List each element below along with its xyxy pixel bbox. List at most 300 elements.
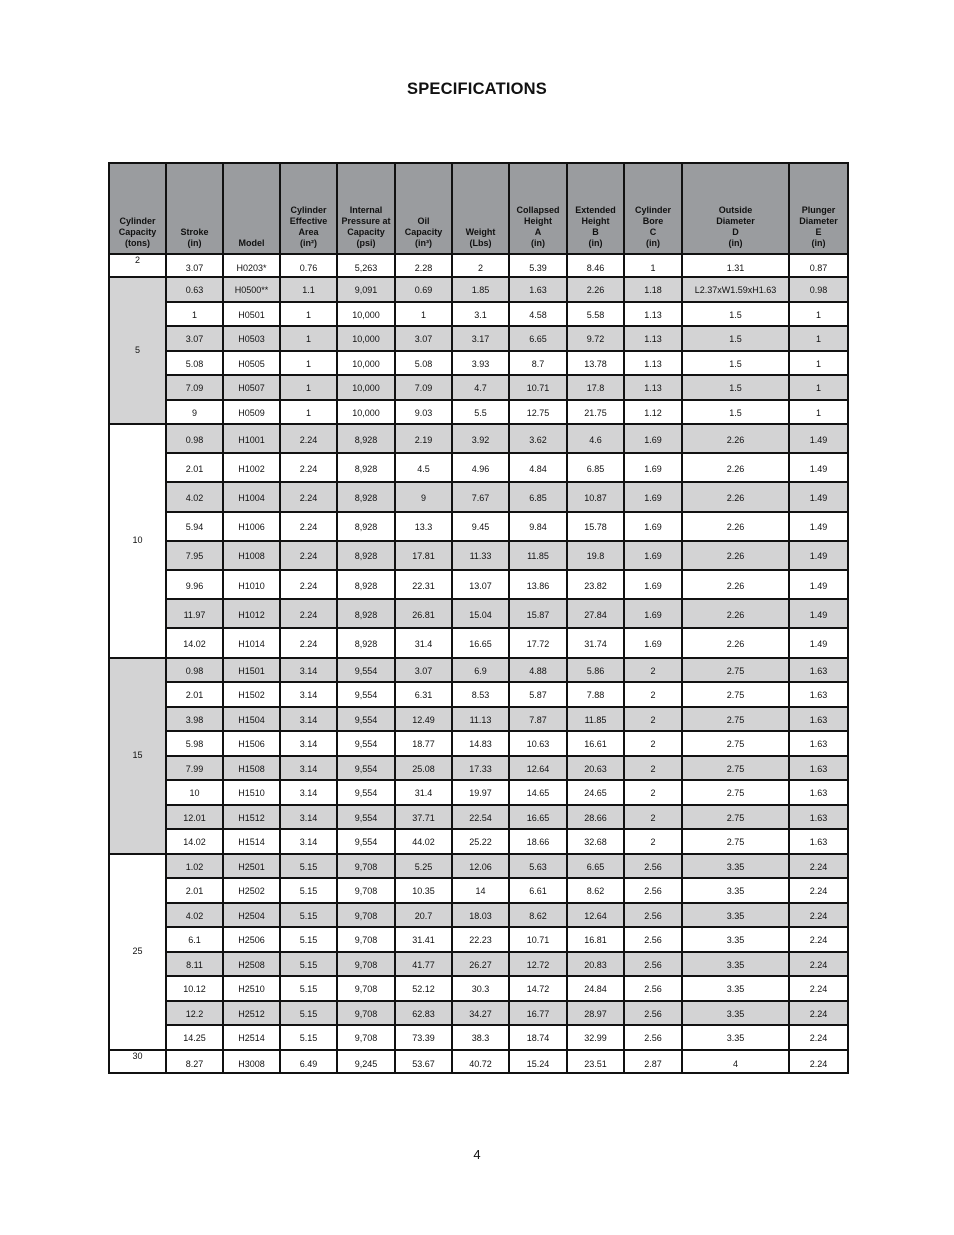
cell-cylinder-bore: 1.69 [624,541,682,570]
header-line: (Lbs) [469,238,492,248]
cell-plunger-diameter: 1 [789,400,848,425]
cell-internal-pressure: 9,554 [337,780,395,805]
cell-collapsed-height: 5.87 [509,682,567,707]
cell-outside-diameter: 3.35 [682,927,789,952]
cell-oil-capacity: 9 [395,482,452,511]
cell-weight: 8.53 [452,682,509,707]
cell-oil-capacity: 12.49 [395,707,452,732]
cell-outside-diameter: 4 [682,1050,789,1073]
cell-internal-pressure: 8,928 [337,512,395,541]
cell-effective-area: 3.14 [280,682,337,707]
cell-internal-pressure: 9,708 [337,903,395,928]
cell-plunger-diameter: 1 [789,326,848,351]
table-row [109,805,848,830]
cell-outside-diameter: 1.5 [682,351,789,376]
cell-collapsed-height: 17.72 [509,628,567,657]
cell-internal-pressure: 9,554 [337,658,395,683]
cell-plunger-diameter: 1.63 [789,756,848,781]
table-row [109,351,848,376]
cell-capacity: 2 [109,254,166,277]
cell-extended-height: 23.51 [567,1050,624,1073]
header-line: (tons) [125,238,150,248]
cell-stroke: 9 [166,400,223,425]
header-line: Cylinder [634,205,671,215]
cell-outside-diameter: 1.5 [682,400,789,425]
cell-weight: 1.85 [452,277,509,302]
header-collapsed-height [509,163,567,254]
header-line: Internal [349,205,383,215]
header-line: (in³) [415,238,432,248]
table-row [109,400,848,425]
cell-stroke: 1.02 [166,854,223,879]
table-row [109,570,848,599]
cell-model: H2508 [223,952,280,977]
cell-plunger-diameter: 1.49 [789,628,848,657]
cell-oil-capacity: 2.19 [395,424,452,453]
cell-effective-area: 1.1 [280,277,337,302]
cell-oil-capacity: 5.25 [395,854,452,879]
cell-collapsed-height: 6.61 [509,878,567,903]
cell-collapsed-height: 16.65 [509,805,567,830]
cell-plunger-diameter: 2.24 [789,878,848,903]
table-row [109,927,848,952]
cell-cylinder-bore: 2.56 [624,976,682,1001]
cell-cylinder-bore: 2 [624,731,682,756]
cell-plunger-diameter: 1.49 [789,453,848,482]
cell-extended-height: 13.78 [567,351,624,376]
table-row [109,780,848,805]
cell-effective-area: 1 [280,326,337,351]
cell-plunger-diameter: 1.49 [789,482,848,511]
cell-stroke: 5.08 [166,351,223,376]
cell-weight: 16.65 [452,628,509,657]
cell-stroke: 5.98 [166,731,223,756]
cell-stroke: 3.98 [166,707,223,732]
page-number: 4 [473,1147,481,1162]
cell-model: H2514 [223,1025,280,1050]
cell-cylinder-bore: 1.13 [624,375,682,400]
cell-collapsed-height: 14.72 [509,976,567,1001]
cell-oil-capacity: 3.07 [395,658,452,683]
cell-stroke: 4.02 [166,482,223,511]
cell-effective-area: 6.49 [280,1050,337,1073]
cell-plunger-diameter: 1.63 [789,829,848,854]
cell-collapsed-height: 14.65 [509,780,567,805]
cell-cylinder-bore: 2 [624,682,682,707]
cell-cylinder-bore: 1.69 [624,424,682,453]
cell-outside-diameter: 3.35 [682,952,789,977]
cell-stroke: 10 [166,780,223,805]
cell-weight: 34.27 [452,1001,509,1026]
header-outside-diameter [682,163,789,254]
cell-model: H1510 [223,780,280,805]
cell-stroke: 2.01 [166,453,223,482]
cell-cylinder-bore: 2 [624,658,682,683]
cell-extended-height: 9.72 [567,326,624,351]
cell-internal-pressure: 9,245 [337,1050,395,1073]
cell-plunger-diameter: 1 [789,302,848,327]
header-line: (in) [811,238,826,248]
cell-internal-pressure: 9,708 [337,854,395,879]
specifications-table [108,162,849,1074]
cell-effective-area: 1 [280,302,337,327]
table-row [109,541,848,570]
cell-model: H1001 [223,424,280,453]
cell-stroke: 11.97 [166,599,223,628]
cell-effective-area: 3.14 [280,780,337,805]
cell-internal-pressure: 9,708 [337,927,395,952]
cell-outside-diameter: 2.26 [682,599,789,628]
cell-weight: 19.97 [452,780,509,805]
cell-effective-area: 5.15 [280,1001,337,1026]
cell-internal-pressure: 10,000 [337,326,395,351]
cell-collapsed-height: 6.65 [509,326,567,351]
cell-stroke: 7.95 [166,541,223,570]
cell-cylinder-bore: 2 [624,829,682,854]
header-line: Height [524,216,552,226]
cell-weight: 30.3 [452,976,509,1001]
cell-cylinder-bore: 1.69 [624,628,682,657]
cell-model: H1006 [223,512,280,541]
cell-model: H1010 [223,570,280,599]
header-line: Cylinder [290,205,327,215]
cell-oil-capacity: 31.41 [395,927,452,952]
cell-cylinder-bore: 2.56 [624,854,682,879]
cell-outside-diameter: 2.26 [682,424,789,453]
header-line: Cylinder [119,216,156,226]
table-row [109,1050,848,1073]
cell-plunger-diameter: 1.49 [789,424,848,453]
header-line: Effective [289,216,328,226]
header-line: Stroke [180,227,209,237]
cell-internal-pressure: 8,928 [337,599,395,628]
cell-stroke: 2.01 [166,878,223,903]
cell-internal-pressure: 9,554 [337,707,395,732]
cell-effective-area: 2.24 [280,453,337,482]
cell-internal-pressure: 9,708 [337,976,395,1001]
cell-stroke: 14.02 [166,829,223,854]
cell-internal-pressure: 8,928 [337,453,395,482]
cell-stroke: 0.63 [166,277,223,302]
cell-collapsed-height: 4.88 [509,658,567,683]
cell-effective-area: 5.15 [280,1025,337,1050]
cell-stroke: 8.11 [166,952,223,977]
cell-extended-height: 21.75 [567,400,624,425]
cell-capacity: 15 [109,658,166,854]
header-cylinder-bore [624,163,682,254]
cell-effective-area: 5.15 [280,878,337,903]
cell-plunger-diameter: 1.49 [789,599,848,628]
header-line: Diameter [799,216,838,226]
cell-weight: 15.04 [452,599,509,628]
header-line: D [732,227,739,237]
table-row [109,878,848,903]
cell-stroke: 14.25 [166,1025,223,1050]
cell-model: H1002 [223,453,280,482]
cell-collapsed-height: 15.24 [509,1050,567,1073]
cell-extended-height: 20.63 [567,756,624,781]
table-row [109,854,848,879]
cell-stroke: 0.98 [166,658,223,683]
cell-weight: 7.67 [452,482,509,511]
cell-extended-height: 19.8 [567,541,624,570]
cell-extended-height: 8.62 [567,878,624,903]
cell-effective-area: 1 [280,351,337,376]
cell-extended-height: 4.6 [567,424,624,453]
cell-extended-height: 24.84 [567,976,624,1001]
cell-collapsed-height: 4.84 [509,453,567,482]
cell-plunger-diameter: 1.63 [789,731,848,756]
cell-collapsed-height: 18.66 [509,829,567,854]
cell-extended-height: 6.85 [567,453,624,482]
cell-outside-diameter: 2.26 [682,541,789,570]
cell-model: H2501 [223,854,280,879]
header-line: Bore [642,216,664,226]
header-line: Area [298,227,319,237]
cell-oil-capacity: 41.77 [395,952,452,977]
cell-outside-diameter: 2.75 [682,756,789,781]
cell-weight: 25.22 [452,829,509,854]
cell-weight: 3.93 [452,351,509,376]
header-plunger-diameter [789,163,848,254]
table-row [109,976,848,1001]
cell-internal-pressure: 9,554 [337,829,395,854]
cell-outside-diameter: 1.5 [682,302,789,327]
cell-stroke: 6.1 [166,927,223,952]
table-row [109,254,848,277]
cell-plunger-diameter: 1 [789,351,848,376]
header-capacity [109,163,166,254]
cell-cylinder-bore: 1.13 [624,351,682,376]
cell-stroke: 3.07 [166,254,223,277]
cell-cylinder-bore: 2 [624,707,682,732]
header-line: B [592,227,599,237]
cell-plunger-diameter: 1.63 [789,780,848,805]
cell-cylinder-bore: 1.12 [624,400,682,425]
cell-extended-height: 32.99 [567,1025,624,1050]
cell-capacity: 25 [109,854,166,1050]
header-line: Capacity [404,227,443,237]
header-internal-pressure [337,163,395,254]
cell-cylinder-bore: 2.56 [624,927,682,952]
cell-oil-capacity: 25.08 [395,756,452,781]
cell-model: H1504 [223,707,280,732]
cell-internal-pressure: 10,000 [337,400,395,425]
header-effective-area [280,163,337,254]
cell-extended-height: 16.81 [567,927,624,952]
cell-stroke: 0.98 [166,424,223,453]
cell-weight: 12.06 [452,854,509,879]
cell-outside-diameter: 2.75 [682,780,789,805]
cell-stroke: 2.01 [166,682,223,707]
cell-weight: 6.9 [452,658,509,683]
cell-weight: 4.96 [452,453,509,482]
header-line: A [534,227,542,237]
cell-effective-area: 5.15 [280,927,337,952]
header-line: Plunger [801,205,836,215]
cell-weight: 18.03 [452,903,509,928]
cell-outside-diameter: 1.31 [682,254,789,277]
cell-internal-pressure: 9,554 [337,731,395,756]
table-row [109,682,848,707]
cell-collapsed-height: 9.84 [509,512,567,541]
cell-model: H2506 [223,927,280,952]
cell-outside-diameter: 2.75 [682,731,789,756]
cell-plunger-diameter: 2.24 [789,854,848,879]
cell-plunger-diameter: 2.24 [789,1025,848,1050]
table-row [109,482,848,511]
header-line: (in²) [300,238,317,248]
cell-weight: 5.5 [452,400,509,425]
cell-model: H1008 [223,541,280,570]
cell-oil-capacity: 37.71 [395,805,452,830]
cell-stroke: 5.94 [166,512,223,541]
cell-collapsed-height: 11.85 [509,541,567,570]
header-extended-height [567,163,624,254]
cell-outside-diameter: 3.35 [682,1025,789,1050]
cell-oil-capacity: 20.7 [395,903,452,928]
cell-oil-capacity: 6.31 [395,682,452,707]
header-line: Oil [417,216,430,226]
header-model [223,163,280,254]
cell-weight: 22.23 [452,927,509,952]
cell-cylinder-bore: 2.56 [624,1001,682,1026]
cell-collapsed-height: 1.63 [509,277,567,302]
cell-stroke: 7.09 [166,375,223,400]
cell-extended-height: 5.58 [567,302,624,327]
cell-extended-height: 24.65 [567,780,624,805]
cell-weight: 3.17 [452,326,509,351]
cell-extended-height: 10.87 [567,482,624,511]
table-body [109,254,848,1073]
cell-collapsed-height: 3.62 [509,424,567,453]
cell-weight: 17.33 [452,756,509,781]
cell-model: H2502 [223,878,280,903]
cell-collapsed-height: 8.62 [509,903,567,928]
cell-outside-diameter: 3.35 [682,854,789,879]
cell-collapsed-height: 12.75 [509,400,567,425]
cell-oil-capacity: 17.81 [395,541,452,570]
cell-internal-pressure: 9,091 [337,277,395,302]
cell-plunger-diameter: 0.98 [789,277,848,302]
cell-cylinder-bore: 1.18 [624,277,682,302]
cell-collapsed-height: 18.74 [509,1025,567,1050]
cell-plunger-diameter: 2.24 [789,952,848,977]
cell-effective-area: 1 [280,400,337,425]
cell-oil-capacity: 73.39 [395,1025,452,1050]
cell-outside-diameter: 2.75 [682,805,789,830]
header-line: (psi) [356,238,376,248]
cell-weight: 40.72 [452,1050,509,1073]
cell-cylinder-bore: 2 [624,756,682,781]
header-stroke [166,163,223,254]
cell-effective-area: 5.15 [280,903,337,928]
cell-effective-area: 5.15 [280,854,337,879]
table-row [109,375,848,400]
cell-cylinder-bore: 2.56 [624,952,682,977]
cell-model: H1014 [223,628,280,657]
cell-internal-pressure: 9,554 [337,805,395,830]
table-header-row [109,163,848,254]
cell-internal-pressure: 10,000 [337,375,395,400]
cell-stroke: 4.02 [166,903,223,928]
cell-extended-height: 20.83 [567,952,624,977]
cell-model: H1012 [223,599,280,628]
cell-internal-pressure: 9,554 [337,682,395,707]
header-line: Outside [718,205,753,215]
cell-weight: 26.27 [452,952,509,977]
cell-outside-diameter: 2.26 [682,628,789,657]
cell-cylinder-bore: 1.13 [624,326,682,351]
cell-stroke: 14.02 [166,628,223,657]
header-line: E [815,227,822,237]
header-weight [452,163,509,254]
cell-internal-pressure: 10,000 [337,351,395,376]
cell-outside-diameter: L2.37xW1.59xH1.63 [682,277,789,302]
cell-extended-height: 16.61 [567,731,624,756]
cell-extended-height: 8.46 [567,254,624,277]
header-line: Pressure at [341,216,391,226]
cell-oil-capacity: 5.08 [395,351,452,376]
cell-collapsed-height: 10.63 [509,731,567,756]
cell-outside-diameter: 2.75 [682,707,789,732]
cell-weight: 22.54 [452,805,509,830]
cell-cylinder-bore: 1.69 [624,512,682,541]
cell-capacity: 30 [109,1050,166,1073]
table-row [109,903,848,928]
cell-plunger-diameter: 1.49 [789,512,848,541]
cell-oil-capacity: 10.35 [395,878,452,903]
cell-weight: 2 [452,254,509,277]
cell-model: H0500** [223,277,280,302]
cell-oil-capacity: 18.77 [395,731,452,756]
cell-effective-area: 2.24 [280,628,337,657]
cell-model: H0509 [223,400,280,425]
header-line: C [649,227,657,237]
cell-extended-height: 12.64 [567,903,624,928]
header-line: (in) [646,238,660,248]
cell-model: H0203* [223,254,280,277]
cell-plunger-diameter: 1.49 [789,570,848,599]
table-row [109,453,848,482]
table-row [109,277,848,302]
cell-stroke: 8.27 [166,1050,223,1073]
header-line: Model [238,238,265,248]
cell-oil-capacity: 22.31 [395,570,452,599]
cell-internal-pressure: 8,928 [337,570,395,599]
header-line: (in) [728,238,743,248]
cell-plunger-diameter: 1.63 [789,805,848,830]
header-line: (in) [187,238,202,248]
cell-stroke: 1 [166,302,223,327]
cell-collapsed-height: 10.71 [509,927,567,952]
cell-effective-area: 1 [280,375,337,400]
cell-extended-height: 2.26 [567,277,624,302]
cell-outside-diameter: 3.35 [682,1001,789,1026]
cell-stroke: 12.2 [166,1001,223,1026]
cell-weight: 4.7 [452,375,509,400]
cell-cylinder-bore: 2.56 [624,878,682,903]
cell-oil-capacity: 53.67 [395,1050,452,1073]
cell-collapsed-height: 5.39 [509,254,567,277]
cell-collapsed-height: 5.63 [509,854,567,879]
cell-weight: 11.33 [452,541,509,570]
cell-stroke: 10.12 [166,976,223,1001]
cell-effective-area: 2.24 [280,424,337,453]
cell-extended-height: 15.78 [567,512,624,541]
cell-weight: 13.07 [452,570,509,599]
cell-capacity: 5 [109,277,166,424]
